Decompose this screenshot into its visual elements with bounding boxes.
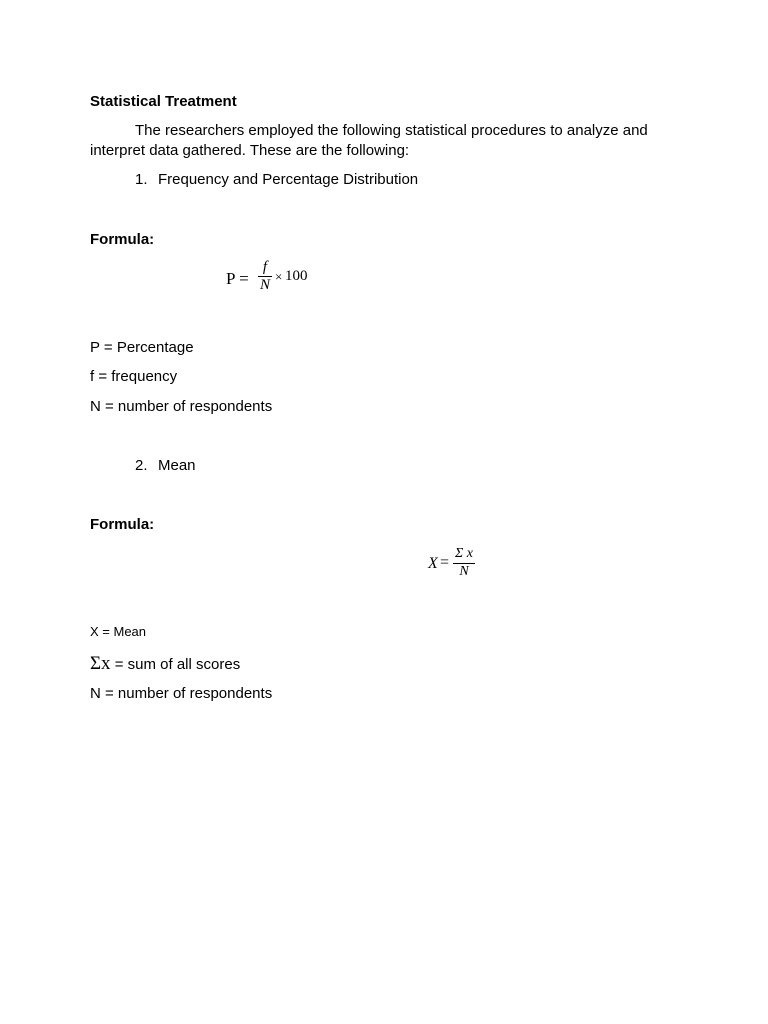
list-item-2: [135, 457, 196, 474]
legend-percentage: P = Percentage: [90, 339, 194, 356]
sum-label: = sum of all scores: [114, 656, 241, 673]
fraction: [453, 545, 475, 580]
multiplier: 100: [285, 268, 308, 284]
intro-line-1: The researchers employed the following statistical procedures to analyze and: [135, 122, 648, 139]
denominator: N: [459, 564, 469, 579]
legend-sum: [90, 653, 240, 675]
formula-lhs: P =: [226, 269, 249, 288]
legend-mean: X = Mean: [90, 624, 147, 639]
times-symbol: ×: [275, 269, 283, 284]
list-label: Mean: [158, 457, 196, 474]
list-number: 1.: [135, 171, 148, 188]
intro-paragraph: [90, 121, 670, 161]
numerator: Σ x: [454, 546, 474, 561]
denominator: N: [259, 277, 270, 293]
sigma-symbol: Σx: [90, 653, 111, 674]
legend-respondents-2: N = number of respondents: [90, 685, 273, 702]
list-item-1: [135, 171, 419, 188]
legend-respondents: N = number of respondents: [90, 398, 273, 415]
formula-lhs: X: [428, 555, 438, 572]
list-label: Frequency and Percentage Distribution: [158, 171, 419, 188]
section-heading: Statistical Treatment: [90, 93, 237, 110]
formula-label-2: Formula:: [90, 516, 155, 533]
numerator: f: [262, 259, 268, 275]
intro-line-2: interpret data gathered. These are the following:: [90, 142, 410, 159]
legend-frequency: f = frequency: [90, 368, 178, 385]
fraction: [258, 258, 272, 294]
formula-label-1: Formula:: [90, 231, 155, 248]
list-number: 2.: [135, 457, 148, 474]
equals-sign: =: [440, 554, 450, 571]
